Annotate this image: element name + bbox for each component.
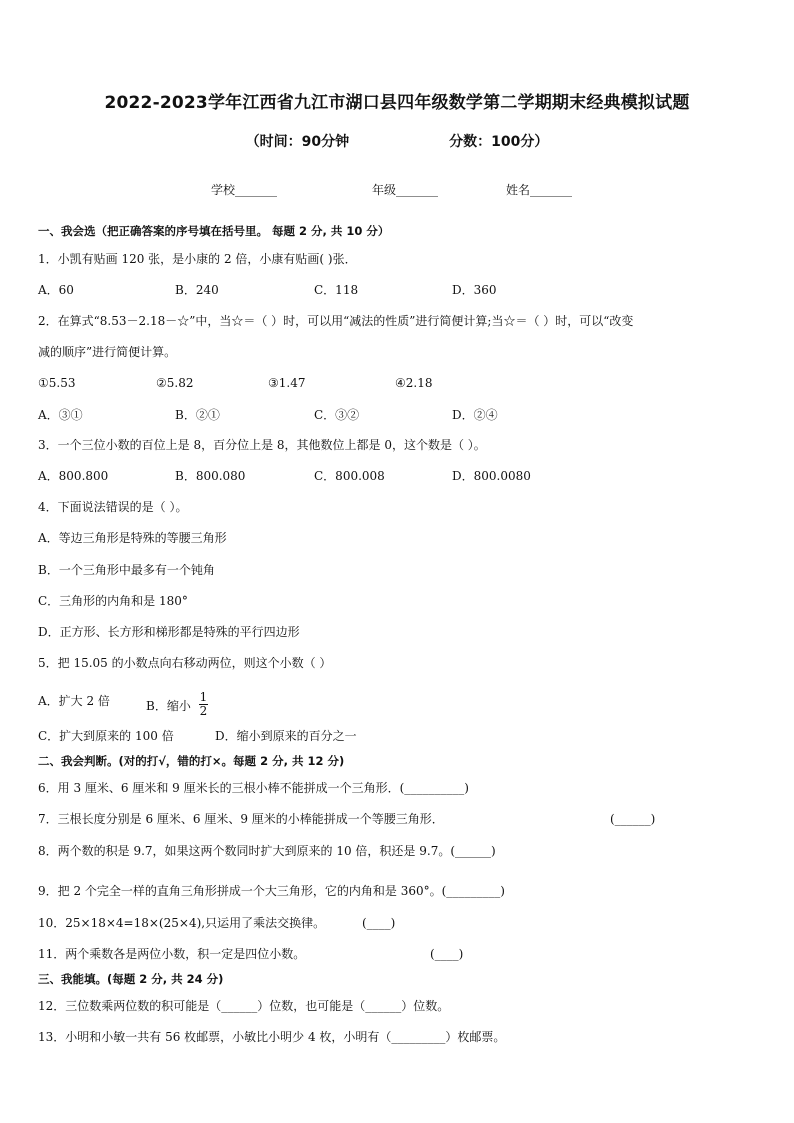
question-5: 5．把 15.05 的小数点向右移动两位，则这个小数（ ） (38, 656, 332, 670)
question-10-blank: (____) (362, 916, 396, 930)
school-field: 学校_______ (211, 183, 278, 197)
q2-choice-4: ④2.18 (395, 376, 433, 390)
q2-option-c: C．③② (314, 408, 360, 422)
q4-option-b: B．一个三角形中最多有一个钝角 (38, 563, 215, 577)
q4-option-d: D．正方形、长方形和梯形都是特殊的平行四边形 (38, 625, 300, 639)
question-7-blank: (______) (610, 812, 656, 826)
exam-meta (0, 131, 794, 151)
q5-option-c: C．扩大到原来的 100 倍 (38, 729, 174, 743)
q3-option-d: D．800.0080 (452, 469, 531, 483)
question-5-options-ab (0, 685, 794, 717)
question-6: 6．用 3 厘米、6 厘米和 9 厘米长的三根小棒不能拼成一个三角形．(__________) (38, 781, 469, 795)
q5-fraction (199, 691, 209, 718)
q1-option-c: C．118 (314, 283, 359, 297)
q3-option-c: C．800.008 (314, 469, 385, 483)
q5-option-a: A．扩大 2 倍 (38, 694, 110, 708)
question-4: 4．下面说法错误的是（ ）。 (38, 500, 188, 514)
section-1-heading: 一、我会选（把正确答案的序号填在括号里。 每题 2 分, 共 10 分） (38, 224, 390, 238)
grade-field: 年级_______ (372, 183, 439, 197)
q1-option-a: A．60 (38, 283, 74, 297)
q1-option-b: B．240 (175, 283, 219, 297)
question-9: 9．把 2 个完全一样的直角三角形拼成一个大三角形，它的内角和是 360°。(_________) (38, 884, 505, 898)
q3-option-b: B．800.080 (175, 469, 246, 483)
section-2-heading: 二、我会判断。(对的打√，错的打×。每题 2 分, 共 12 分) (38, 754, 345, 768)
page-title: 2022-2023学年江西省九江市湖口县四年级数学第二学期期末经典模拟试题 (104, 93, 690, 113)
exam-time: （时间：90分钟 (245, 134, 350, 150)
q1-option-d: D．360 (452, 283, 497, 297)
question-2-line-1: 2．在算式“8.53－2.18－☆”中，当☆＝（ ）时，可以用“减法的性质”进行简便计算;当☆＝（ ）时，可以“改变 (38, 314, 634, 328)
q3-option-a: A．800.800 (38, 469, 109, 483)
name-field: 姓名_______ (506, 183, 573, 197)
q2-option-b: B．②① (175, 408, 220, 422)
question-13: 13．小明和小敏一共有 56 枚邮票，小敏比小明少 4 枚，小明有（_________）枚邮票。 (38, 1030, 506, 1044)
question-10: 10．25×18×4=18×(25×4),只运用了乘法交换律。 (38, 916, 326, 930)
fraction-numerator: 1 (199, 690, 208, 704)
q5-option-b-label: B．缩小 (146, 699, 191, 713)
question-11-blank: (____) (430, 947, 464, 961)
question-12: 12．三位数乘两位数的积可能是（______）位数，也可能是（______）位数。 (38, 999, 450, 1013)
q4-option-a: A．等边三角形是特殊的等腰三角形 (38, 531, 227, 545)
q2-option-d: D．②④ (452, 408, 498, 422)
question-3: 3．一个三位小数的百位上是 8，百分位上是 8，其他数位上都是 0，这个数是（ ）。 (38, 438, 486, 452)
question-8: 8．两个数的积是 9.7，如果这两个数同时扩大到原来的 10 倍，积还是 9.7。(______) (38, 844, 496, 858)
q2-option-a: A．③① (38, 408, 83, 422)
q2-choice-1: ①5.53 (38, 376, 76, 390)
question-1: 1．小凯有贴画 120 张，是小康的 2 倍，小康有贴画( )张． (38, 252, 357, 266)
question-2-line-2: 减的顺序”进行简便计算。 (38, 345, 177, 359)
q4-option-c: C．三角形的内角和是 180° (38, 594, 188, 608)
q5-option-d: D．缩小到原来的百分之一 (215, 729, 357, 743)
question-11: 11．两个乘数各是两位小数，积一定是四位小数。 (38, 947, 306, 961)
fraction-denominator: 2 (199, 704, 208, 718)
section-3-heading: 三、我能填。(每题 2 分, 共 24 分) (38, 972, 224, 986)
q2-choice-3: ③1.47 (268, 376, 306, 390)
exam-score: 分数：100分） (449, 134, 549, 150)
question-7: 7．三根长度分别是 6 厘米、6 厘米、9 厘米的小棒能拼成一个等腰三角形． (38, 812, 444, 826)
q2-choice-2: ②5.82 (156, 376, 194, 390)
q5-option-b (146, 690, 208, 720)
